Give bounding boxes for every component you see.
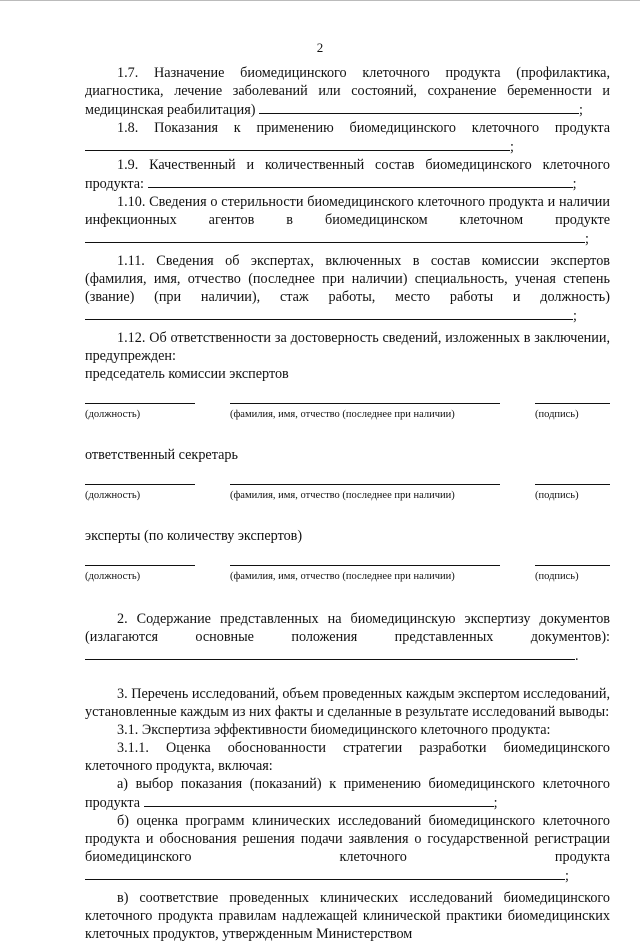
experts-label: эксперты (по количеству экспертов) <box>85 528 303 544</box>
section-2: 2. Содержание представленных на биомедицинскую экспертизу документов (излагаются основные положения представленных документов): . <box>85 611 610 664</box>
section-3-1-1: 3.1.1. Оценка обоснованности стратегии разработки биомедицинского клеточного продукта, включая: <box>85 740 610 774</box>
scan-edge-line <box>0 0 640 1</box>
name-caption: (фамилия, имя, отчество (последнее при наличии) <box>230 565 500 586</box>
signature-row-chair <box>85 403 610 424</box>
fill-line <box>85 866 565 880</box>
item-c: в) соответствие проведенных клинических исследований биомедицинского клеточного продукта правилам надлежащей клинической практики биомедицинских клеточных продуктов, утвержденным Министерством <box>85 890 610 942</box>
fill-line <box>85 646 575 660</box>
section-1-10: 1.10. Сведения о стерильности биомедицинского клеточного продукта и наличии инфекционных агентов в биомедицинском клеточном продукте ; <box>85 194 610 247</box>
section-3: 3. Перечень исследований, объем проведенных каждым экспертом исследований, установленные каждым из них факты и сделанные в результате исследований выводы: <box>85 686 610 720</box>
position-caption: (должность) <box>85 484 195 505</box>
fill-line <box>85 306 573 320</box>
section-1-8: 1.8. Показания к применению биомедицинского клеточного продукта ; <box>85 119 610 156</box>
fill-line <box>259 100 579 114</box>
chair-label: председатель комиссии экспертов <box>85 366 289 382</box>
item-b: б) оценка программ клинических исследований биомедицинского клеточного продукта и обоснования решения подачи заявления о государственной регистрации биомедицинского клеточного продукта ; <box>85 813 610 884</box>
signature-caption: (подпись) <box>535 403 610 424</box>
signature-row-experts <box>85 565 610 586</box>
fill-line <box>85 229 585 243</box>
signature-caption: (подпись) <box>535 565 610 586</box>
name-caption: (фамилия, имя, отчество (последнее при наличии) <box>230 403 500 424</box>
signature-caption: (подпись) <box>535 484 610 505</box>
position-caption: (должность) <box>85 403 195 424</box>
position-caption: (должность) <box>85 565 195 586</box>
name-caption: (фамилия, имя, отчество (последнее при наличии) <box>230 484 500 505</box>
signature-row-secretary <box>85 484 610 505</box>
fill-line <box>144 793 494 807</box>
secretary-label: ответственный секретарь <box>85 447 238 463</box>
fill-line <box>85 137 510 151</box>
section-3-1: 3.1. Экспертиза эффективности биомедицинского клеточного продукта: <box>117 722 551 738</box>
page-number: 2 <box>316 40 324 55</box>
item-a: а) выбор показания (показаний) к применению биомедицинского клеточного продукта ; <box>85 776 610 811</box>
document-body <box>85 64 610 943</box>
section-1-12: 1.12. Об ответственности за достоверность сведений, изложенных в заключении, предупрежден: <box>85 330 610 364</box>
section-1-11: 1.11. Сведения об экспертах, включенных в состав комиссии экспертов (фамилия, имя, отчество (последнее при наличии) специальность, ученая степень (звание) (при наличии), стаж работы, место работы и должность) ; <box>85 253 610 324</box>
fill-line <box>148 174 573 188</box>
section-1-7: 1.7. Назначение биомедицинского клеточного продукта (профилактика, диагностика, лечение заболеваний или состояний, сохранение беременности и медицинская реабилитация) ; <box>85 65 610 118</box>
section-1-9: 1.9. Качественный и количественный состав биомедицинского клеточного продукта: ; <box>85 157 610 192</box>
